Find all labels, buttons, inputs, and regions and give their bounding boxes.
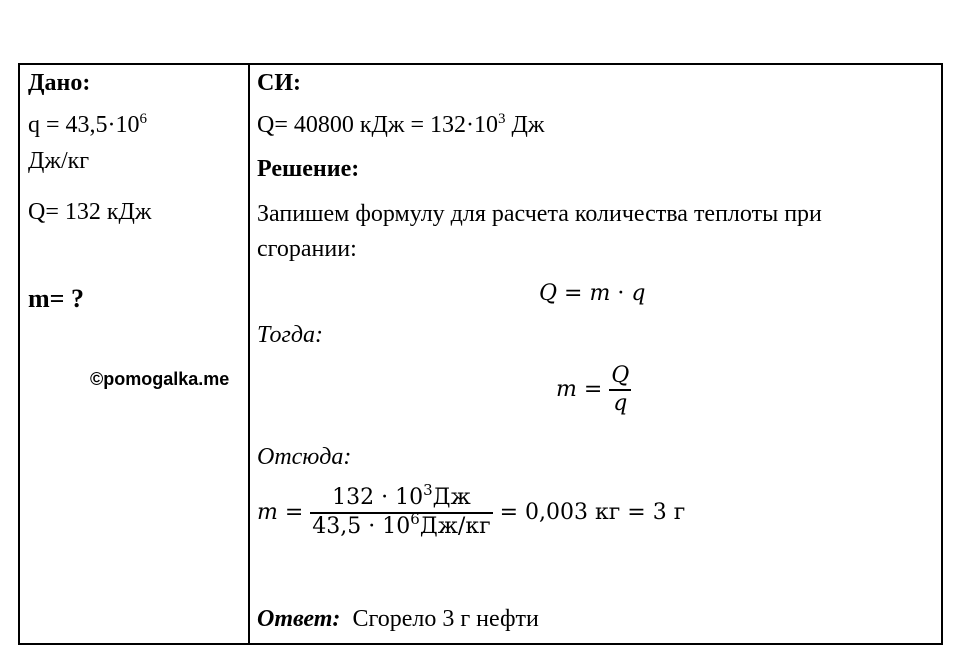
formula-m: m <box>589 281 611 306</box>
solution-header: Решение: <box>257 156 360 182</box>
calc-m: m <box>257 500 278 525</box>
formula2-denominator: q <box>613 391 628 416</box>
calc-num-text: 132 · 10 <box>332 485 424 510</box>
answer-line <box>257 605 539 633</box>
calc-den-text: 43,5 · 10 <box>312 514 411 539</box>
calc-denominator <box>310 510 492 541</box>
calc-equals: = <box>277 500 311 525</box>
calc-den-unit: Дж/кг <box>419 514 491 539</box>
calc-fraction <box>310 481 492 541</box>
si-header: СИ: <box>257 70 301 96</box>
formula2-m: m <box>556 377 577 402</box>
calc-result: = 0,003 кг = 3 г <box>492 500 686 525</box>
formula-Q: Q <box>539 281 558 306</box>
si-unit: Дж <box>505 112 545 138</box>
given-q-unit: Дж/кг <box>28 148 90 174</box>
formula2-numerator: Q <box>609 363 631 391</box>
formula2-fraction <box>609 363 631 417</box>
solution-intro-line1: Запишем формулу для расчета количества теплоты при <box>257 201 822 227</box>
solution-table <box>18 63 943 645</box>
watermark: ©pomogalka.me <box>90 369 230 389</box>
given-q-exponent: 6 <box>139 111 148 127</box>
formula-heat <box>539 280 645 308</box>
then-label: Тогда: <box>257 322 323 348</box>
si-conversion <box>257 111 544 142</box>
si-conversion-text: Q= 40800 кДж = 132·10 <box>257 112 499 138</box>
formula2-equals: = <box>576 377 610 402</box>
column-divider <box>248 65 250 643</box>
hence-label: Отсюда: <box>257 444 352 470</box>
formula-q: q <box>631 281 646 306</box>
formula-mass <box>556 363 631 417</box>
given-q-text: q = 43,5·10 <box>28 112 140 138</box>
calc-num-exponent: 3 <box>423 481 433 499</box>
si-exponent: 3 <box>498 111 506 127</box>
given-header: Дано: <box>28 70 91 96</box>
calc-formula <box>257 481 686 541</box>
calc-num-unit: Дж <box>432 485 471 510</box>
answer-text: Сгорело 3 г нефти <box>340 606 539 632</box>
find-m: m= ? <box>28 284 84 313</box>
given-q-value <box>28 111 147 142</box>
formula-dot: · <box>610 281 632 306</box>
formula-equals: = <box>557 281 590 306</box>
answer-label: Ответ: <box>257 606 341 632</box>
solution-intro-line2: сгорании: <box>257 236 357 262</box>
calc-numerator <box>310 481 492 514</box>
given-Q-value: Q= 132 кДж <box>28 199 152 225</box>
calc-den-exponent: 6 <box>410 510 420 528</box>
